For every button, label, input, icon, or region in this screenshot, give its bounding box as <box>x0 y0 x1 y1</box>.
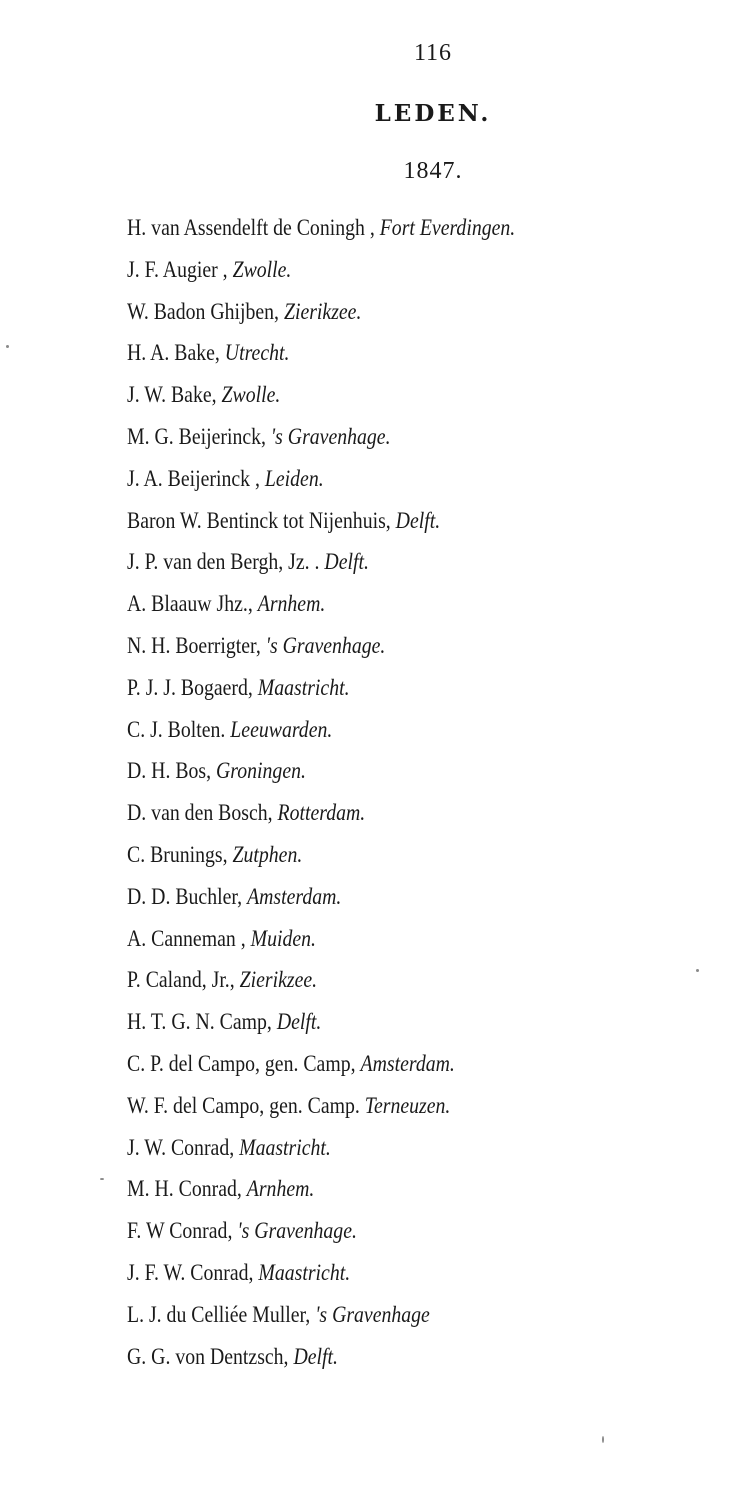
list-item <box>127 332 634 374</box>
list-item <box>127 792 634 834</box>
list-item <box>127 1252 634 1294</box>
member-place: 's Gravenhage. <box>237 1218 357 1244</box>
list-item <box>127 416 634 458</box>
member-place: Delft. <box>324 549 369 575</box>
list-item <box>127 876 634 918</box>
member-place: Amsterdam. <box>360 1050 455 1076</box>
member-place: Zwolle. <box>221 382 281 408</box>
member-name: D. H. Bos <box>127 758 207 784</box>
member-name: J. F. Augier <box>127 256 218 282</box>
member-place: Rotterdam. <box>277 800 366 826</box>
member-place: Maastricht. <box>257 674 350 700</box>
member-name: L. J. du Celliée Muller <box>127 1301 306 1327</box>
member-name: J. W. Conrad <box>127 1134 230 1160</box>
member-place: Groningen. <box>216 758 306 784</box>
member-place: Muiden. <box>250 925 316 951</box>
separator: , <box>222 841 233 867</box>
member-name: C. J. Bolten <box>127 716 221 742</box>
separator: , <box>274 298 284 324</box>
member-place: 's Gravenhage <box>315 1301 430 1327</box>
separator: , <box>255 632 266 658</box>
separator: , <box>211 382 222 408</box>
member-name: J. F. W. Conrad <box>127 1259 249 1285</box>
list-item <box>127 583 634 625</box>
list-item <box>127 959 634 1001</box>
member-place: 's Gravenhage. <box>265 632 386 658</box>
separator: . <box>354 1092 365 1118</box>
list-item <box>127 709 634 751</box>
separator: , <box>206 758 217 784</box>
separator: , <box>350 1050 361 1076</box>
member-place: 's Gravenhage. <box>270 423 391 449</box>
member-place: Arnhem. <box>246 1176 315 1202</box>
member-name: W. Badon Ghijben <box>127 298 275 324</box>
list-item <box>127 541 634 583</box>
list-item <box>127 291 634 333</box>
member-name: C. P. del Campo, gen. Camp <box>127 1050 351 1076</box>
list-item <box>127 750 634 792</box>
separator: , <box>217 256 233 282</box>
separator: , <box>261 423 271 449</box>
separator: , <box>385 507 396 533</box>
member-name: J. W. Bake <box>127 382 212 408</box>
list-item <box>127 500 634 542</box>
list-item <box>127 1001 634 1043</box>
member-place: Zutphen. <box>232 841 303 867</box>
member-name: N. H. Boerrigter <box>127 632 256 658</box>
member-place: Delft. <box>395 507 441 533</box>
separator: , <box>235 925 251 951</box>
member-place: Leiden. <box>264 465 324 491</box>
member-name: D. van den Bosch <box>127 800 268 826</box>
member-name: D. D. Buchler <box>127 883 238 909</box>
member-name: H. T. G. N. Camp <box>127 1009 267 1035</box>
paper-speck <box>100 1178 104 1180</box>
separator: , <box>229 967 240 993</box>
separator: , <box>229 1134 240 1160</box>
member-name: H. A. Bake <box>127 340 215 366</box>
paper-speck <box>602 1436 604 1443</box>
member-name: A. Blaauw Jhz. <box>127 591 248 617</box>
member-name: W. F. del Campo, gen. Camp <box>127 1092 355 1118</box>
list-item <box>127 249 634 291</box>
list-item <box>127 207 634 249</box>
page-number: 116 <box>413 40 453 66</box>
member-place: Terneuzen. <box>364 1092 451 1118</box>
separator: , <box>248 1259 259 1285</box>
list-item <box>127 667 634 709</box>
list-item <box>127 1168 634 1210</box>
list-item <box>127 374 634 416</box>
member-place: Delft. <box>276 1009 322 1035</box>
list-item <box>127 625 634 667</box>
separator: , <box>266 1009 277 1035</box>
separator: , <box>236 1176 247 1202</box>
member-place: Leeuwarden. <box>230 716 333 742</box>
member-name: M. H. Conrad <box>127 1176 237 1202</box>
separator: , <box>283 1343 294 1369</box>
member-name: H. van Assendelft de Coningh <box>127 215 365 240</box>
paper-speck <box>696 969 699 972</box>
page-title: LEDEN. <box>374 100 492 127</box>
separator: , <box>247 674 258 700</box>
list-item <box>127 458 634 500</box>
separator: , <box>267 800 278 826</box>
member-place: Amsterdam. <box>247 883 342 909</box>
separator: , <box>364 215 380 240</box>
member-place: Maastricht. <box>239 1134 331 1160</box>
separator: , <box>250 465 265 491</box>
separator: , <box>247 591 258 617</box>
member-place: Zwolle. <box>232 256 292 282</box>
member-place: Maastricht. <box>258 1259 351 1285</box>
list-item <box>127 1043 634 1085</box>
year-heading: 1847. <box>403 158 463 184</box>
member-place: Fort Everdingen. <box>379 215 516 240</box>
list-item <box>127 834 634 876</box>
member-name: M. G. Beijerinck <box>127 423 262 449</box>
member-name: Baron W. Bentinck tot Nijenhuis <box>127 507 386 533</box>
separator: , <box>237 883 248 909</box>
list-item <box>127 1336 634 1378</box>
member-name: P. J. J. Bogaerd <box>127 674 248 700</box>
list-item <box>127 1210 634 1252</box>
member-name: G. G. von Dentzsch <box>127 1343 284 1369</box>
member-name: F. W Conrad <box>127 1218 228 1244</box>
member-name: J. A. Beijerinck <box>127 465 251 491</box>
separator: , <box>227 1218 238 1244</box>
separator: , <box>305 1301 316 1327</box>
separator: . <box>309 549 325 575</box>
list-item <box>127 918 634 960</box>
paper-speck <box>6 345 9 348</box>
member-place: Zierikzee. <box>283 298 362 324</box>
member-list <box>127 207 717 1377</box>
member-name: J. P. van den Bergh, Jz. <box>127 549 310 575</box>
member-place: Arnhem. <box>257 591 326 617</box>
list-item <box>127 1127 634 1169</box>
member-name: P. Caland, Jr. <box>127 967 230 993</box>
separator: . <box>220 716 231 742</box>
member-name: A. Canneman <box>127 925 236 951</box>
member-place: Zierikzee. <box>239 967 318 993</box>
member-place: Delft. <box>293 1343 338 1369</box>
separator: , <box>214 340 225 366</box>
list-item <box>127 1085 634 1127</box>
member-name: C. Brunings <box>127 841 223 867</box>
member-place: Utrecht. <box>224 340 290 366</box>
list-item <box>127 1294 634 1336</box>
